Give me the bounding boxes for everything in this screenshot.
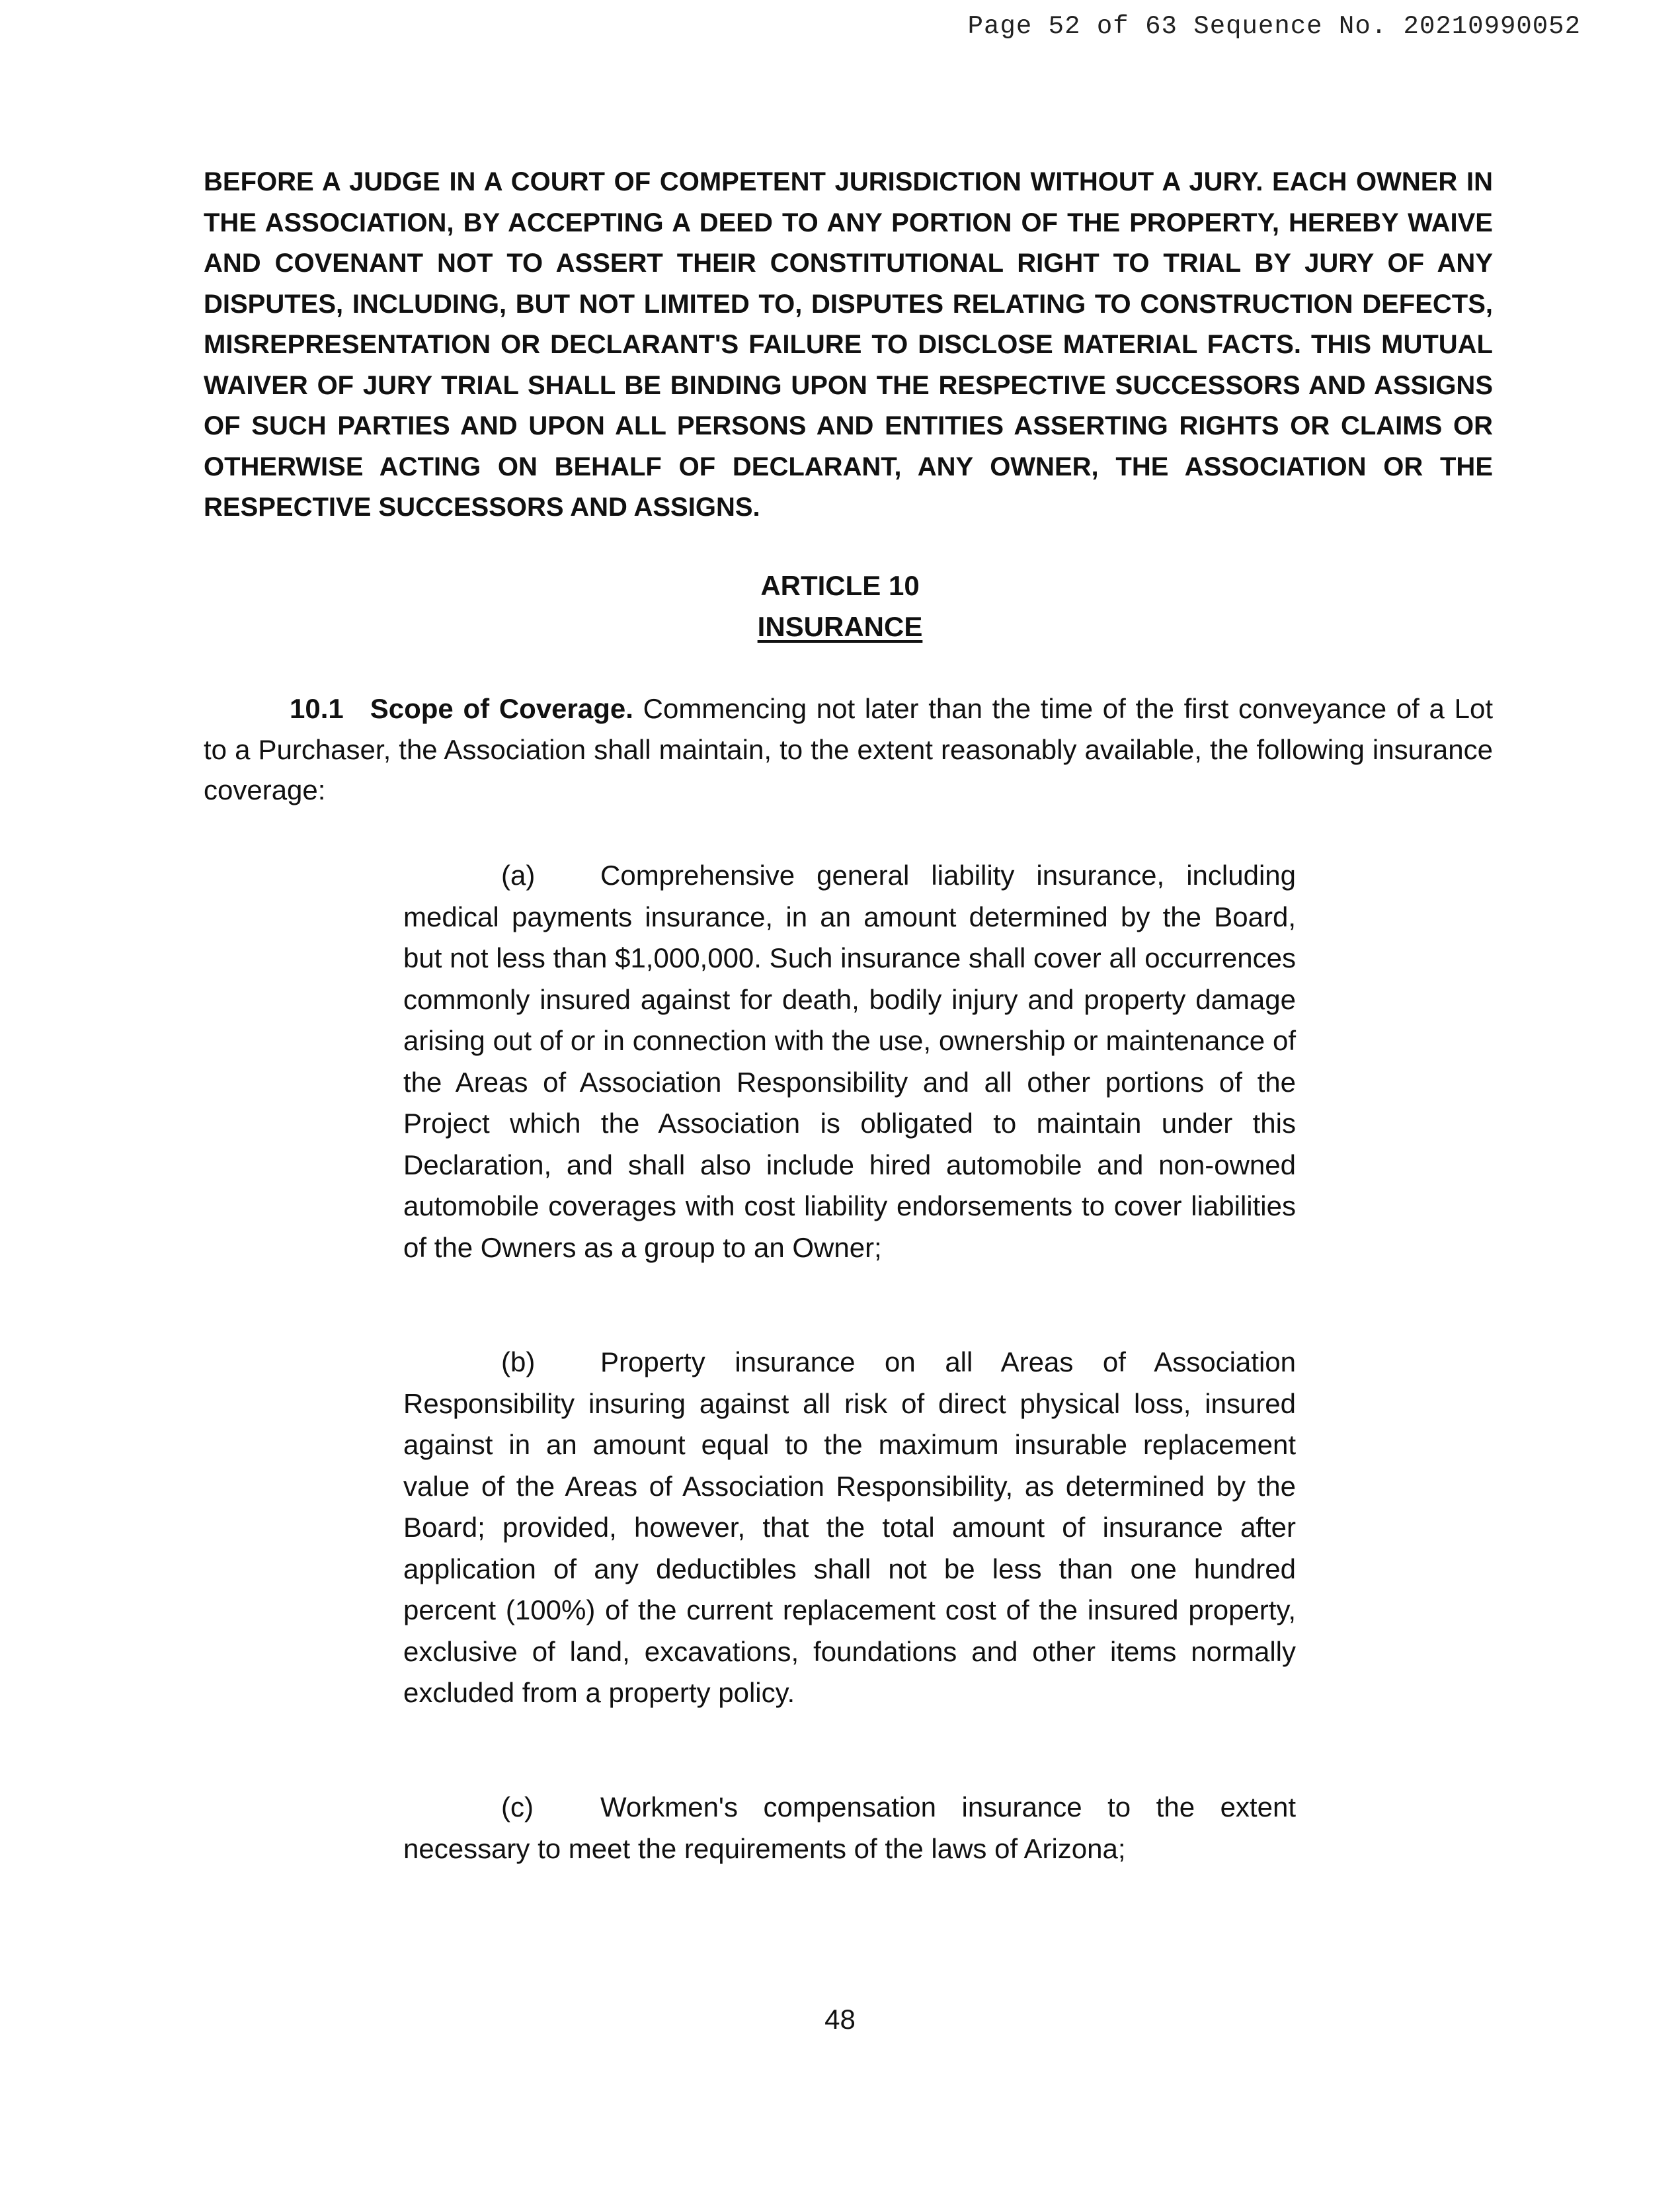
item-label: (a)	[501, 860, 536, 891]
page-number: 48	[824, 2004, 856, 2035]
section-heading: Scope of Coverage.	[370, 693, 633, 724]
item-label: (b)	[501, 1346, 536, 1377]
item-text: Workmen's compensation insurance to the extent necessary to meet the requirements of the laws of Arizona;	[403, 1791, 1296, 1864]
item-text: Comprehensive general liability insurance, including medical payments insurance, in an amount determined by the Board, but not less than $1,000,000. Such insurance shall cover all occurrences commonly insured against for death, bodily injury and property damage arising out of or in connection with the use, ownership or maintenance of the Areas of Association Responsibility and all other portions of the Project which the Association is obligated to maintain under this Declaration, and shall also include hired automobile and non-owned automobile coverages with cost liability endorsements to cover liabilities of the Owners as a group to an Owner;	[403, 860, 1296, 1263]
article-heading	[0, 565, 1680, 647]
item-label: (c)	[501, 1791, 534, 1822]
recording-stamp: Page 52 of 63 Sequence No. 20210990052	[967, 12, 1581, 41]
section-10-1	[204, 688, 1493, 811]
item-text: Property insurance on all Areas of Association Responsibility insuring against all risk of direct physical loss, insured against in an amount equal to the maximum insurable replacement value of the Areas of Association Responsibility, as determined by the Board; provided, however, that the total amount of insurance after application of any deductibles shall not be less than one hundred percent (100%) of the current replacement cost of the insured property, exclusive of land, excavations, foundations and other items normally excluded from a property policy.	[403, 1346, 1296, 1708]
article-title: INSURANCE	[757, 611, 923, 642]
jury-waiver-paragraph: BEFORE A JUDGE IN A COURT OF COMPETENT JURISDICTION WITHOUT A JURY. EACH OWNER IN THE ASSOCIATION, BY ACCEPTING A DEED TO ANY PORTION OF THE PROPERTY, HEREBY WAIVE AND COVENANT NOT TO ASSERT THEIR CONSTITUTIONAL RIGHT TO TRIAL BY JURY OF ANY DISPUTES, INCLUDING, BUT NOT LIMITED TO, DISPUTES RELATING TO CONSTRUCTION DEFECTS, MISREPRESENTATION OR DECLARANT'S FAILURE TO DISCLOSE MATERIAL FACTS. THIS MUTUAL WAIVER OF JURY TRIAL SHALL BE BINDING UPON THE RESPECTIVE SUCCESSORS AND ASSIGNS OF SUCH PARTIES AND UPON ALL PERSONS AND ENTITIES ASSERTING RIGHTS OR CLAIMS OR OTHERWISE ACTING ON BEHALF OF DECLARANT, ANY OWNER, THE ASSOCIATION OR THE RESPECTIVE SUCCESSORS AND ASSIGNS.	[204, 167, 1493, 522]
coverage-item-a	[403, 855, 1296, 1268]
article-number: ARTICLE 10	[760, 570, 920, 601]
coverage-item-c	[403, 1787, 1296, 1869]
section-number: 10.1	[290, 693, 344, 724]
coverage-item-b	[403, 1342, 1296, 1714]
section-text: Commencing not later than the time of the first conveyance of a Lot to a Purchaser, the Association shall maintain, to the extent reasonably available, the following insurance coverage:	[204, 693, 1493, 805]
